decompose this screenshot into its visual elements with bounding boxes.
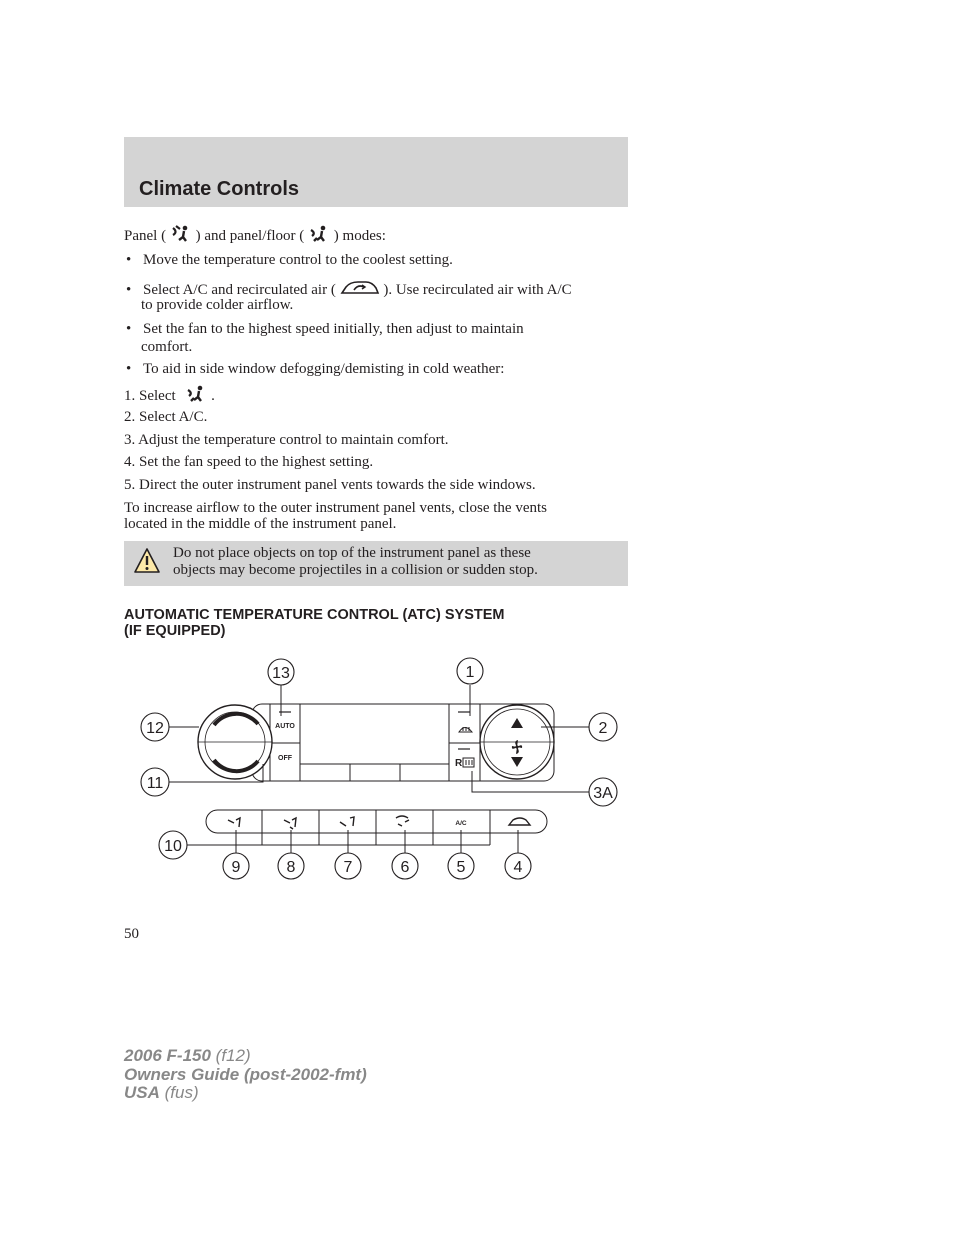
step-1: 1. Select . [124, 385, 215, 405]
page-title: Climate Controls [139, 178, 300, 200]
paragraph-line: To increase airflow to the outer instrument panel vents, close the vents [124, 500, 547, 516]
floor-defrost-button-icon [396, 816, 409, 826]
panel-mode-icon [170, 225, 192, 243]
callout-label: 9 [231, 859, 241, 876]
off-button-label: OFF [278, 755, 292, 762]
intro-line [124, 225, 386, 245]
temperature-knob [198, 705, 272, 779]
step-5: 5. Direct the outer instrument panel vents towards the side windows. [124, 477, 536, 493]
panel-mode-button-icon [228, 818, 240, 827]
document-footer: 2006 F-150 (f12) Owners Guide (post-2002-fmt) USA (fus) [124, 1046, 367, 1102]
atc-control-diagram [0, 650, 954, 890]
section-heading: AUTOMATIC TEMPERATURE CONTROL (ATC) SYSTEM (IF EQUIPPED) [124, 607, 505, 639]
callout-label: 11 [146, 775, 164, 792]
bullet-item: • Select A/C and recirculated air ( ). Use recirculated air with A/C [126, 278, 572, 299]
page-number: 50 [124, 926, 139, 942]
intro-before: Panel ( [124, 228, 167, 244]
bullet-item: • To aid in side window defogging/demisting in cold weather: [126, 361, 505, 377]
rear-defrost-label: R [455, 758, 463, 769]
rear-defrost-icon [463, 758, 474, 767]
recirculated-air-icon [340, 278, 380, 298]
callout-label: 5 [456, 859, 466, 876]
callout-label: 2 [598, 720, 608, 737]
panel-floor-mode-icon [185, 385, 207, 403]
callout-label: 7 [343, 859, 353, 876]
step-4: 4. Set the fan speed to the highest setting. [124, 454, 374, 470]
callout-label: 8 [286, 859, 296, 876]
bullet-item: • Set the fan to the highest speed initially, then adjust to maintain [126, 321, 524, 337]
step-2: 2. Select A/C. [124, 409, 208, 425]
warning-text: Do not place objects on top of the instrument panel as these objects may become projectiles in a collision or sudden stop. [173, 545, 538, 578]
display-screen [300, 704, 449, 764]
callout-label: 4 [513, 859, 523, 876]
callout-label: 13 [272, 665, 290, 682]
bullet-item: • Move the temperature control to the coolest setting. [126, 252, 453, 268]
bullet-continuation: to provide colder airflow. [141, 297, 294, 313]
ac-button-label: A/C [455, 820, 467, 827]
recirc-button-icon [509, 818, 530, 825]
fan-speed-knob [480, 705, 554, 779]
panel-floor-button-icon [284, 818, 296, 829]
auto-button-label: AUTO [275, 723, 295, 730]
intro-middle: ) and panel/floor ( [195, 228, 305, 244]
warning-triangle-icon [133, 547, 161, 575]
callout-label: 10 [164, 838, 182, 855]
mode-button-row [206, 810, 547, 833]
defrost-icon [459, 727, 472, 732]
callout-label: 1 [465, 664, 475, 681]
callout-label: 12 [146, 720, 164, 737]
panel-floor-mode-icon [308, 225, 330, 243]
step-3: 3. Adjust the temperature control to maintain comfort. [124, 432, 449, 448]
floor-mode-button-icon [340, 817, 354, 826]
callout-label: 3A [593, 785, 613, 802]
bullet-continuation: comfort. [141, 339, 193, 355]
paragraph-line: located in the middle of the instrument panel. [124, 516, 397, 532]
intro-after: ) modes: [333, 228, 386, 244]
callout-label: 6 [400, 859, 410, 876]
